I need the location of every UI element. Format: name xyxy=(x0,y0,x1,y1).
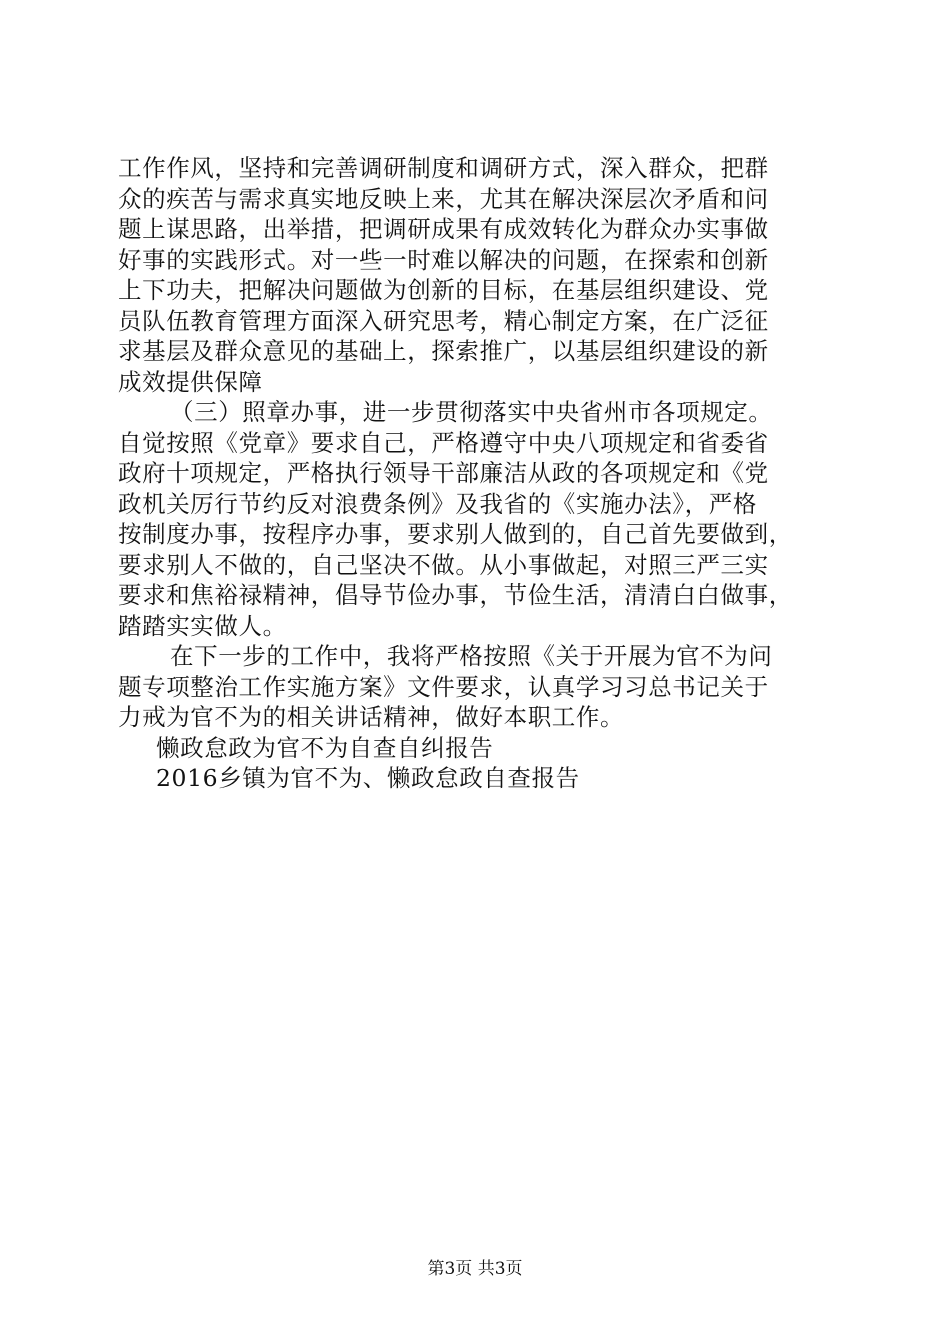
paragraph-line: 众的疾苦与需求真实地反映上来，尤其在解决深层次矛盾和问 xyxy=(118,184,769,213)
paragraph-line: 题上谋思路，出举措，把调研成果有成效转化为群众办实事做 xyxy=(118,215,769,243)
paragraph-line: 自觉按照《党章》要求自己，严格遵守中央八项规定和省委省 xyxy=(118,428,769,457)
paragraph-line: 要求和焦裕禄精神，倡导节俭办事，节俭生活，清清白白做事， xyxy=(118,581,793,609)
related-title-line: 2016乡镇为官不为、懒政怠政自查报告 xyxy=(156,764,580,792)
paragraph-line: 求基层及群众意见的基础上，探索推广，以基层组织建设的新 xyxy=(118,337,769,365)
paragraph-line: 力戒为官不为的相关讲话精神，做好本职工作。 xyxy=(118,703,625,731)
paragraph-line: 政府十项规定，严格执行领导干部廉洁从政的各项规定和《党 xyxy=(118,459,769,487)
paragraph-line: 在下一步的工作中，我将严格按照《关于开展为官不为问 xyxy=(170,642,773,670)
paragraph-line: 踏踏实实做人。 xyxy=(118,611,287,640)
paragraph-line: 上下功夫，把解决问题做为创新的目标，在基层组织建设、党 xyxy=(118,276,769,304)
paragraph-line: 员队伍教育管理方面深入研究思考，精心制定方案，在广泛征 xyxy=(118,306,769,335)
page-footer: 第3页 共3页 xyxy=(427,1259,523,1279)
paragraph-line: 工作作风，坚持和完善调研制度和调研方式，深入群众，把群 xyxy=(118,154,769,182)
paragraph-line: 按制度办事，按程序办事，要求别人做到的，自己首先要做到， xyxy=(118,520,793,548)
section-heading-line: （三）照章办事，进一步贯彻落实中央省州市各项规定。 xyxy=(170,398,773,426)
paragraph-line: 政机关厉行节约反对浪费条例》及我省的《实施办法》，严格 xyxy=(118,489,757,518)
related-title-line: 懒政怠政为官不为自查自纠报告 xyxy=(156,733,494,762)
paragraph-line: 题专项整治工作实施方案》文件要求，认真学习习总书记关于 xyxy=(118,672,769,701)
paragraph-line: 要求别人不做的，自己坚决不做。从小事做起，对照三严三实 xyxy=(118,550,769,579)
document-body xyxy=(118,153,838,794)
paragraph-line: 好事的实践形式。对一些一时难以解决的问题，在探索和创新 xyxy=(118,245,769,274)
paragraph-line: 成效提供保障 xyxy=(118,367,263,396)
